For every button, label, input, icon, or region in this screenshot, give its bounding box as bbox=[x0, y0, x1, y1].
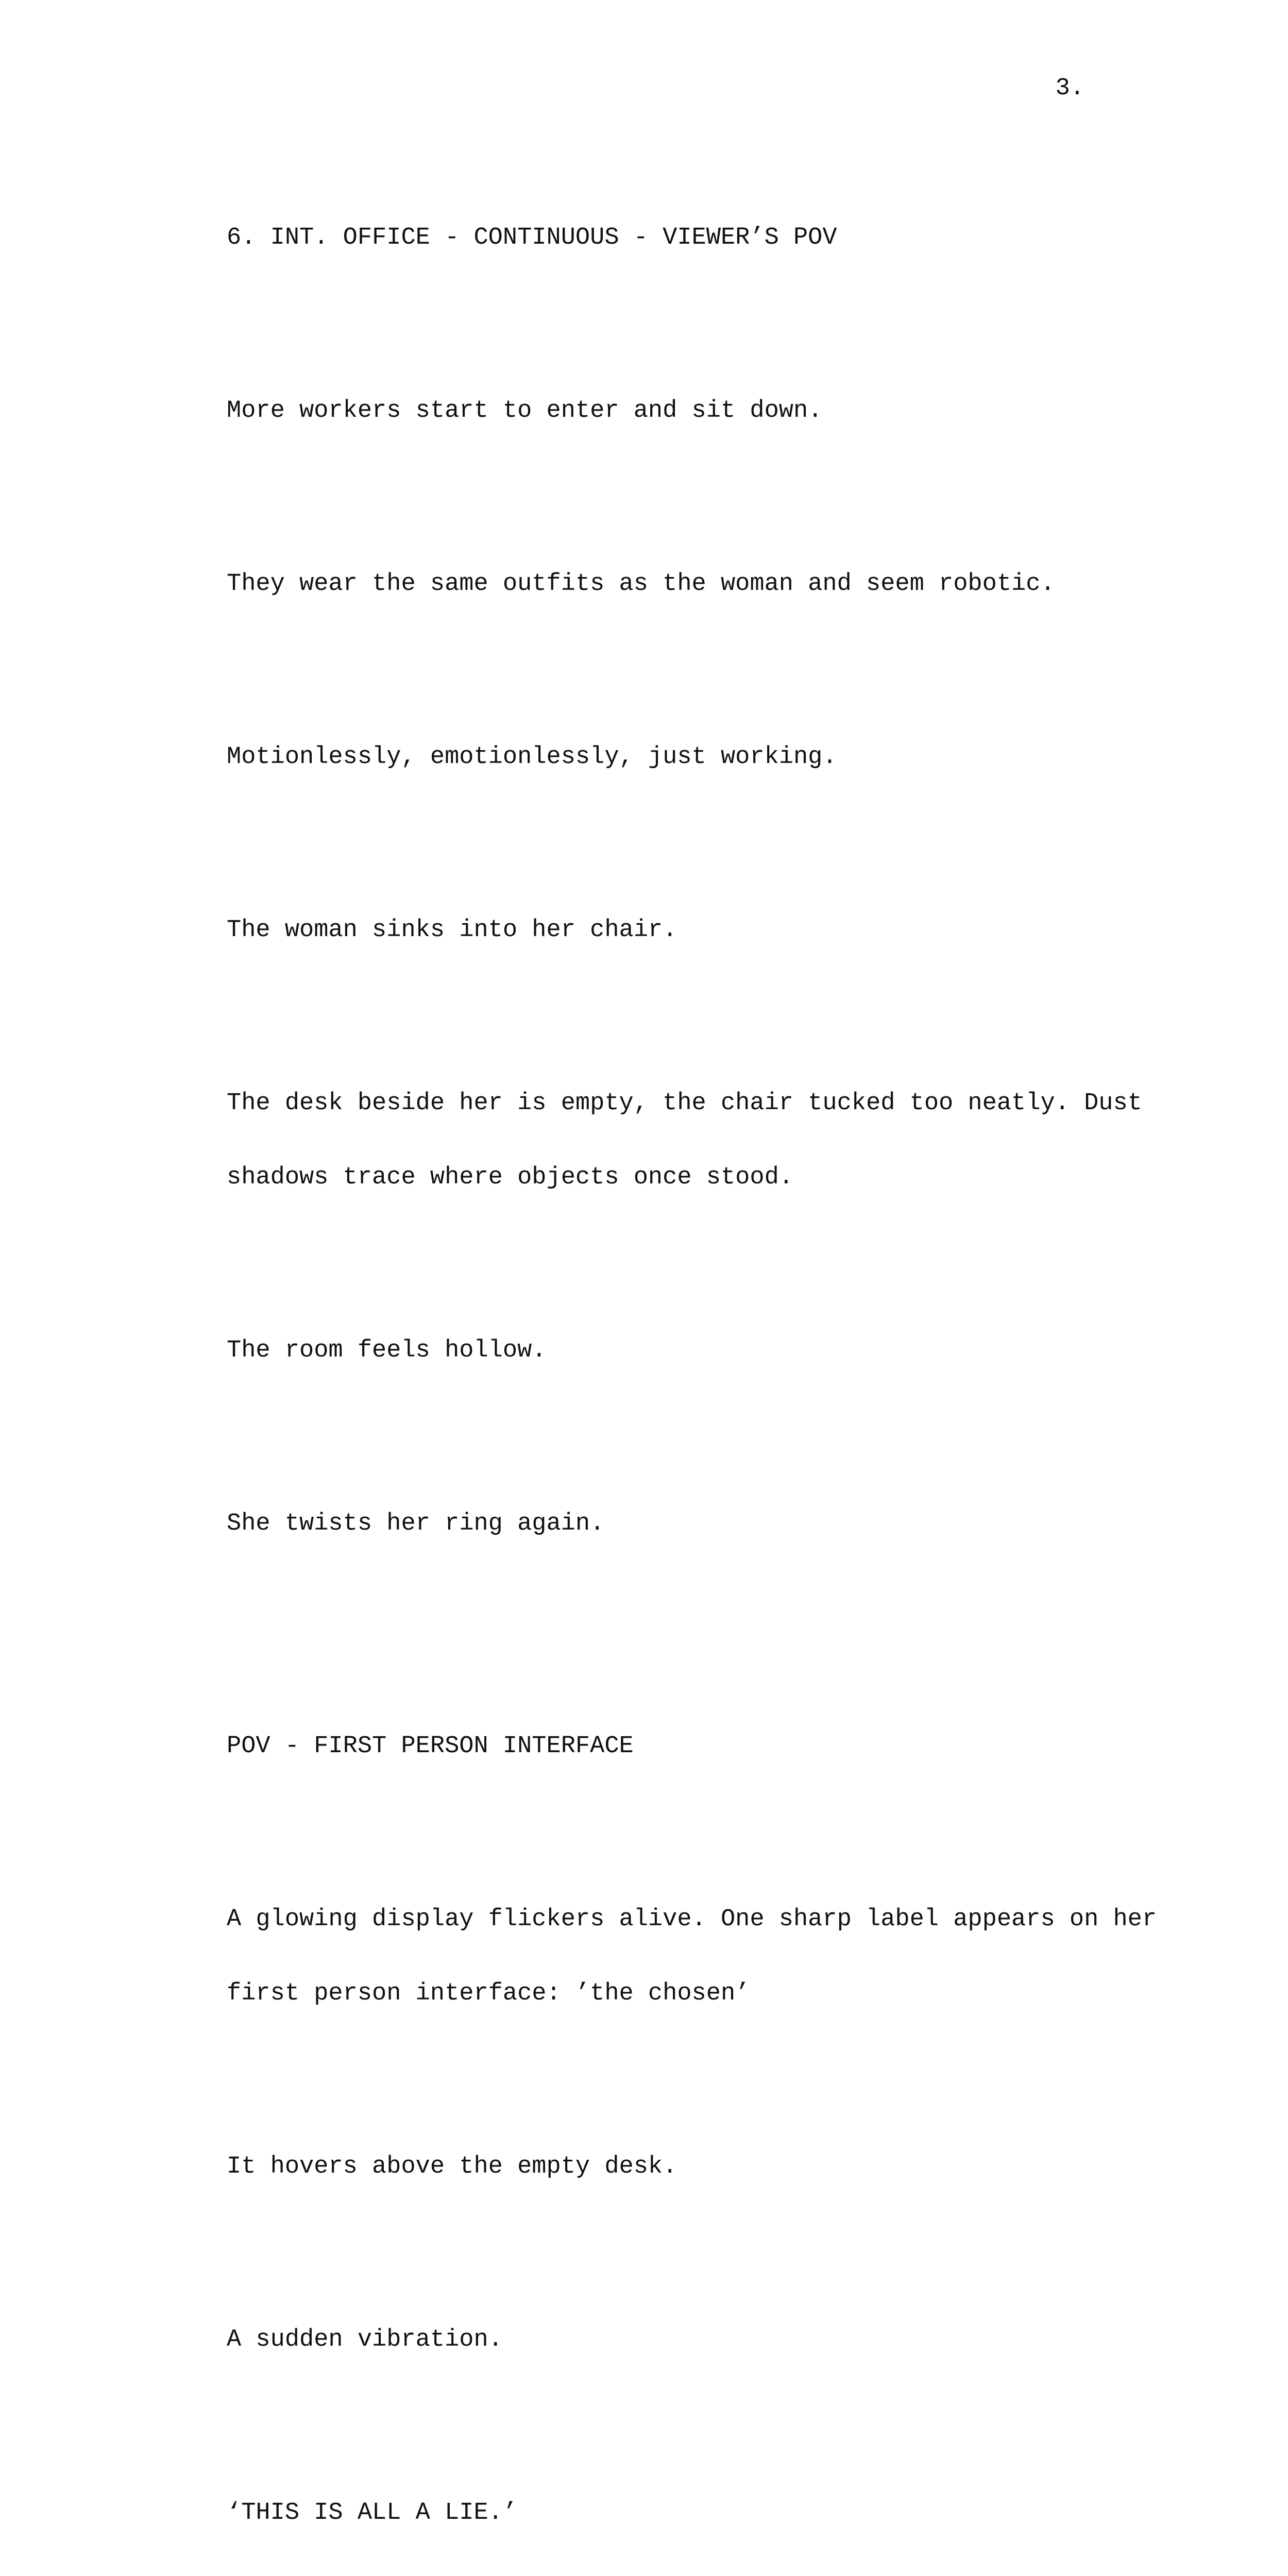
action-line: It hovers above the empty desk. bbox=[227, 2153, 677, 2180]
action-line: first person interface: ’the chosen’ bbox=[227, 1980, 750, 2007]
action-line: She twists her ring again. bbox=[227, 1510, 605, 1537]
action-line: A glowing display flickers alive. One sharp label appears on her bbox=[227, 1906, 1157, 1933]
action-line: ‘THIS IS ALL A LIE.’ bbox=[227, 2499, 518, 2527]
scene-heading: POV - FIRST PERSON INTERFACE bbox=[227, 1733, 634, 1760]
action-line: More workers start to enter and sit down. bbox=[227, 397, 823, 425]
action-line: The desk beside her is empty, the chair tucked too neatly. Dust bbox=[227, 1090, 1142, 1117]
action-line: A sudden vibration. bbox=[227, 2326, 503, 2353]
page-number: 3. bbox=[1055, 75, 1084, 102]
action-line: The room feels hollow. bbox=[227, 1337, 547, 1364]
scene-heading: 6. INT. OFFICE - CONTINUOUS - VIEWER’S POV bbox=[227, 224, 837, 251]
action-line: shadows trace where objects once stood. bbox=[227, 1164, 793, 1191]
script-body bbox=[227, 151, 1206, 2576]
action-line: They wear the same outfits as the woman and seem robotic. bbox=[227, 570, 1055, 598]
action-line: The woman sinks into her chair. bbox=[227, 917, 677, 944]
action-line: Motionlessly, emotionlessly, just working. bbox=[227, 743, 837, 771]
